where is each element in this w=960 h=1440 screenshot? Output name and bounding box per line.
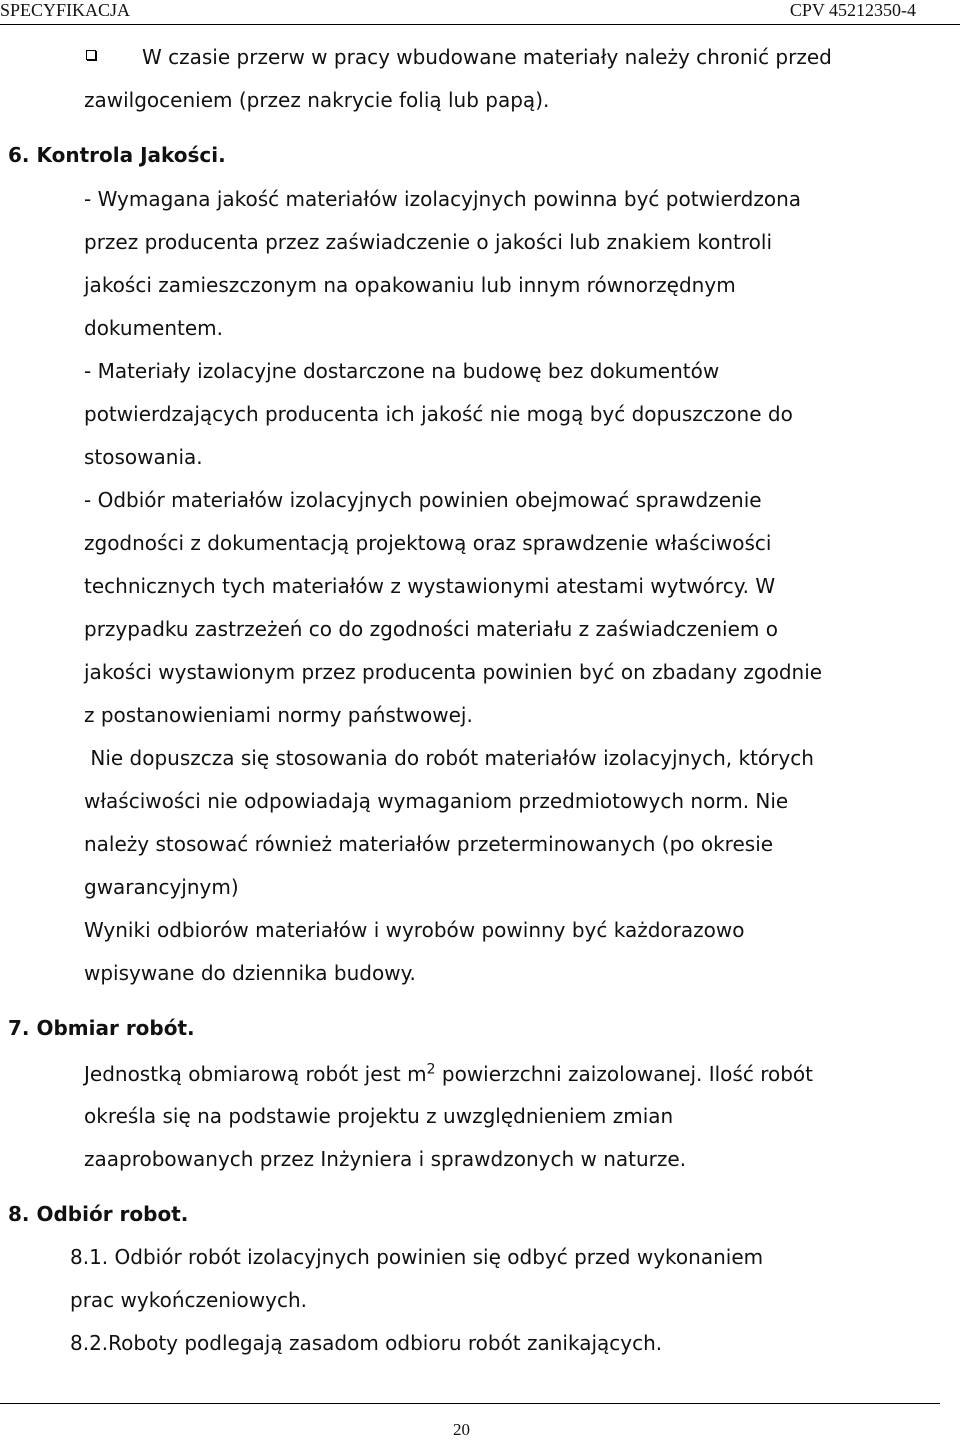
s6-p1-line-3: jakości zamieszczonym na opakowaniu lub innym równorzędnym xyxy=(84,273,736,297)
s7-line-1 xyxy=(84,1062,813,1086)
section-8-heading: 8. Odbiór robot. xyxy=(8,1202,189,1226)
header-cpv-code: CPV 45212350-4 xyxy=(789,0,916,20)
s6-p4-line-4: gwarancyjnym) xyxy=(84,875,239,899)
s7-superscript: 2 xyxy=(426,1061,436,1078)
s6-p5-line-2: wpisywane do dziennika budowy. xyxy=(84,961,416,985)
s6-p3-line-1: - Odbiór materiałów izolacyjnych powinien obejmować sprawdzenie xyxy=(84,488,762,512)
s8-item-1-line-2: prac wykończeniowych. xyxy=(70,1288,307,1312)
s8-item-1-line-1: 8.1. Odbiór robót izolacyjnych powinien się odbyć przed wykonaniem xyxy=(70,1245,764,1269)
s7-line-2: określa się na podstawie projektu z uwzględnieniem zmian xyxy=(84,1104,674,1128)
footer-divider xyxy=(0,1403,940,1404)
header-divider xyxy=(0,24,960,25)
s6-p3-line-6: z postanowieniami normy państwowej. xyxy=(84,703,473,727)
checkbox-bullet-icon xyxy=(86,50,96,60)
s6-p3-line-3: technicznych tych materiałów z wystawionymi atestami wytwórcy. W xyxy=(84,574,776,598)
s6-p1-line-2: przez producenta przez zaświadczenie o jakości lub znakiem kontroli xyxy=(84,230,772,254)
s6-p4-line-3: należy stosować również materiałów przeterminowanych (po okresie xyxy=(84,832,774,856)
s6-p3-line-5: jakości wystawionym przez producenta powinien być on zbadany zgodnie xyxy=(84,660,823,684)
s6-p2-line-1: - Materiały izolacyjne dostarczone na budowę bez dokumentów xyxy=(84,359,720,383)
s6-p4-line-1: Nie dopuszcza się stosowania do robót materiałów izolacyjnych, których xyxy=(84,746,814,770)
s6-p2-line-2: potwierdzających producenta ich jakość nie mogą być dopuszczone do xyxy=(84,402,793,426)
bullet-text-line-2: zawilgoceniem (przez nakrycie folią lub papą). xyxy=(84,88,550,112)
s6-p1-line-4: dokumentem. xyxy=(84,316,224,340)
s6-p1-line-1: - Wymagana jakość materiałów izolacyjnych powinna być potwierdzona xyxy=(84,187,802,211)
s8-item-2: 8.2.Roboty podlegają zasadom odbioru robót zanikających. xyxy=(70,1331,663,1355)
s7-line-1-text-b: powierzchni zaizolowanej. Ilość robót xyxy=(435,1062,813,1086)
s6-p3-line-4: przypadku zastrzeżeń co do zgodności materiału z zaświadczeniem o xyxy=(84,617,778,641)
s6-p5-line-1: Wyniki odbiorów materiałów i wyrobów powinny być każdorazowo xyxy=(84,918,745,942)
s6-p2-line-3: stosowania. xyxy=(84,445,203,469)
s6-p4-line-2: właściwości nie odpowiadają wymaganiom przedmiotowych norm. Nie xyxy=(84,789,789,813)
section-6-heading: 6. Kontrola Jakości. xyxy=(8,143,226,167)
section-7-heading: 7. Obmiar robót. xyxy=(8,1016,195,1040)
bullet-text-line-1: W czasie przerw w pracy wbudowane materiały należy chronić przed xyxy=(142,45,832,69)
s6-p3-line-2: zgodności z dokumentacją projektową oraz sprawdzenie właściwości xyxy=(84,531,772,555)
page-number: 20 xyxy=(453,1420,470,1439)
s7-line-3: zaaprobowanych przez Inżyniera i sprawdzonych w naturze. xyxy=(84,1147,687,1171)
s7-line-1-text-a: Jednostką obmiarową robót jest m xyxy=(84,1062,427,1086)
page-header xyxy=(0,0,960,22)
header-title: SPECYFIKACJA xyxy=(0,0,131,20)
